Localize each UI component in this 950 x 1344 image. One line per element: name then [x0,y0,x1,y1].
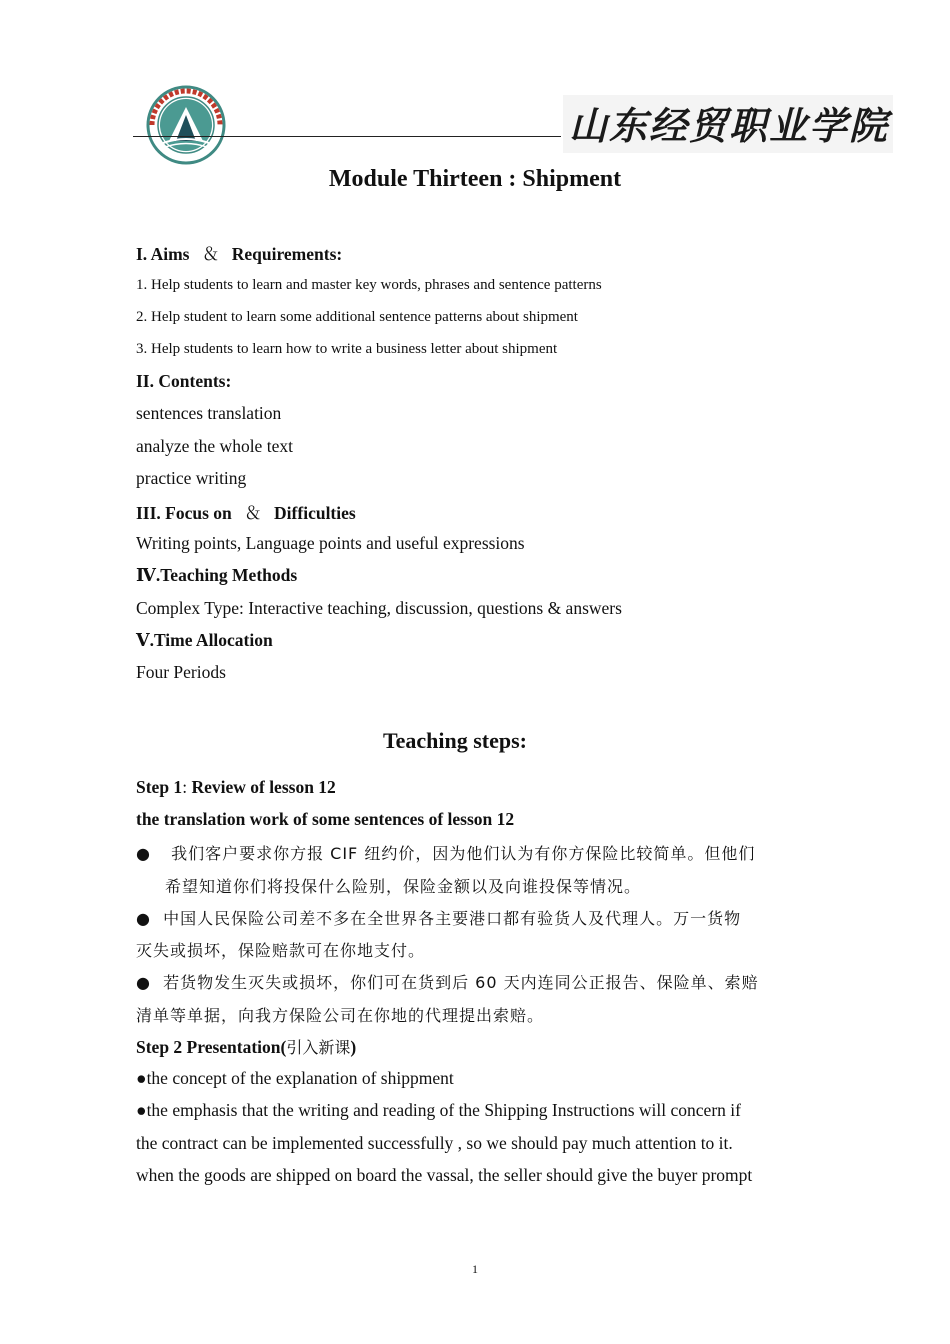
focus-text: Writing points, Language points and useful expressions [136,533,525,553]
school-calligraphy-banner [563,95,893,153]
methods-heading: Ⅳ.Teaching Methods [136,565,298,585]
methods-text: Complex Type: Interactive teaching, discussion, questions & answers [136,598,622,618]
translation-sentence-cont: 希望知道你们将投保什么险别，保险金额以及向谁投保等情况。 [165,877,642,896]
header-rule [133,136,561,137]
school-logo [143,85,229,165]
contents-item: practice writing [136,468,247,488]
time-heading: Ⅴ.Time Allocation [136,630,273,650]
page-number: 1 [472,1262,478,1276]
translation-sentence-cont: 灭失或损坏，保险赔款可在你地支付。 [136,941,426,960]
time-text: Four Periods [136,662,226,682]
bullet-icon: ● [136,844,151,863]
contents-heading: II. Contents: [136,371,232,391]
translation-sentence-cont: 清单等单据，向我方保险公司在你地的代理提出索赔。 [136,1006,545,1025]
translation-sentence: ● 若货物发生灭失或损坏，你们可在货到后 60 天内连同公正报告、保险单、索赔 [136,973,759,992]
page-title: Module Thirteen : Shipment [328,166,622,192]
teaching-steps-title: Teaching steps: [382,728,528,753]
step1-subheading: the translation work of some sentences of lesson 12 [136,809,515,829]
bullet-icon: ● [136,973,151,992]
translation-sentence: ● 中国人民保险公司差不多在全世界各主要港口都有验货人及代理人。万一货物 [136,909,742,928]
focus-heading: III. Focus on ＆ Difficulties [136,503,356,523]
aims-item: 2. Help student to learn some additional sentence patterns about shipment [136,309,578,325]
body-line: ●the emphasis that the writing and reading of the Shipping Instructions will concern if [136,1100,741,1120]
translation-sentence: ● 我们客户要求你方报 CIF 纽约价，因为他们认为有你方保险比较简单。但他们 [136,844,756,863]
body-line: the contract can be implemented successfully , so we should pay much attention to it. [136,1133,733,1153]
step1-heading: Step 1: Review of lesson 12 [136,777,336,797]
step2-heading: Step 2 Presentation(引入新课) [136,1037,357,1057]
body-line: when the goods are shipped on board the vassal, the seller should give the buyer prompt [136,1165,753,1185]
aims-item: 3. Help students to learn how to write a business letter about shipment [136,341,558,357]
aims-item: 1. Help students to learn and master key words, phrases and sentence patterns [136,277,602,293]
bullet-icon: ● [136,909,151,928]
contents-item: analyze the whole text [136,436,293,456]
aims-heading: I. Aims ＆ Requirements: [136,244,343,264]
body-line: ●the concept of the explanation of shippment [136,1068,454,1088]
calligraphy-text: 山东经贸职业学院 [569,104,890,148]
contents-item: sentences translation [136,403,282,423]
